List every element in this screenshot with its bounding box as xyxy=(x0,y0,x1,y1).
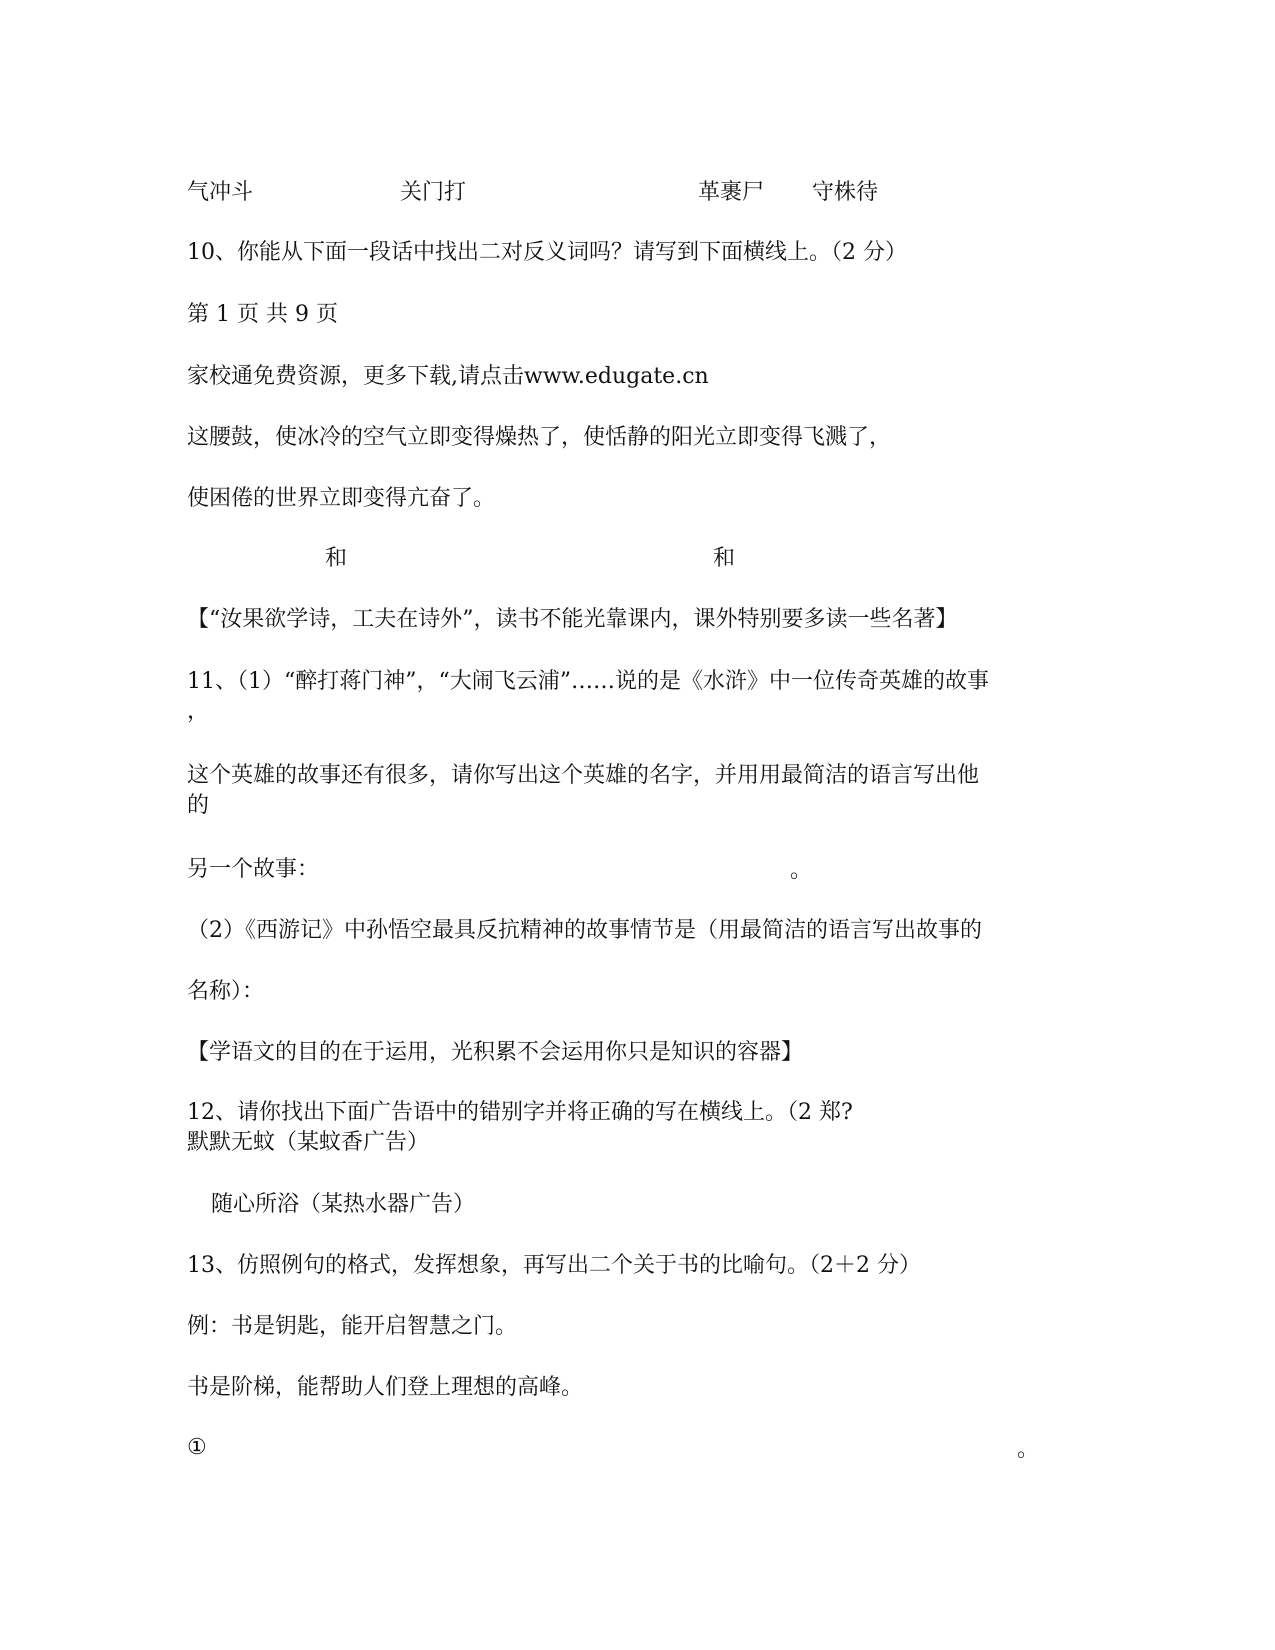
question-11-line-1: 11、（1）“醉打蒋门神”，“大闹飞云浦”……说的是《水浒》中一位传奇英雄的故事 xyxy=(187,669,989,694)
question-11-line-2b: 的 xyxy=(187,793,210,818)
blank-and-1: 和 xyxy=(325,546,348,571)
question-13: 13、仿照例句的格式，发挥想象，再写出二个关于书的比喻句。（2＋2 分） xyxy=(187,1253,921,1278)
example-2: 书是阶梯，能帮助人们登上理想的高峰。 xyxy=(187,1375,584,1400)
tip-usage: 【学语文的目的在于运用，光积累不会运用你只是知识的容器】 xyxy=(187,1040,804,1065)
idiom-2: 关门打 xyxy=(400,180,467,205)
question-11-part2-line-1: （2）《西游记》中孙悟空最具反抗精神的故事情节是（用最简洁的语言写出故事的 xyxy=(187,918,982,943)
question-11-line-2: 这个英雄的故事还有很多，请你写出这个英雄的名字，并用用最简洁的语言写出他 xyxy=(187,763,980,788)
question-11-end-mark: 。 xyxy=(790,858,813,883)
question-11-line-3: 另一个故事： xyxy=(187,857,320,882)
tip-reading: 【“汝果欲学诗，工夫在诗外”，读书不能光靠课内，课外特别要多读一些名著】 xyxy=(187,607,958,632)
blank-and-2: 和 xyxy=(713,546,736,571)
question-10: 10、你能从下面一段话中找出二对反义词吗？请写到下面横线上。（2 分） xyxy=(187,240,907,265)
ad-banner: 家校通免费资源，更多下载,请点击www.edugate.cn xyxy=(187,364,709,389)
passage-line-2: 使困倦的世界立即变得亢奋了。 xyxy=(187,486,496,511)
idiom-4: 守株待 xyxy=(812,180,879,205)
example-1: 例：书是钥匙，能开启智慧之门。 xyxy=(187,1314,518,1339)
question-11-line-1b: ， xyxy=(187,699,210,724)
answer-end-mark: 。 xyxy=(1017,1437,1040,1462)
passage-line-1: 这腰鼓，使冰冷的空气立即变得燥热了，使恬静的阳光立即变得飞溅了， xyxy=(187,425,892,450)
idiom-1: 气冲斗 xyxy=(187,180,254,205)
idiom-3: 革裹尸 xyxy=(698,180,765,205)
page-info: 第 1 页 共 9 页 xyxy=(187,302,338,327)
ad-slogan-1: 默默无蚊（某蚊香广告） xyxy=(187,1130,430,1155)
question-11-part2-line-2: 名称）： xyxy=(187,979,265,1004)
answer-marker: ① xyxy=(187,1435,207,1460)
question-12: 12、请你找出下面广告语中的错别字并将正确的写在横线上。（2 郑? xyxy=(187,1100,853,1125)
ad-slogan-2: 随心所浴（某热水器广告） xyxy=(211,1192,476,1217)
